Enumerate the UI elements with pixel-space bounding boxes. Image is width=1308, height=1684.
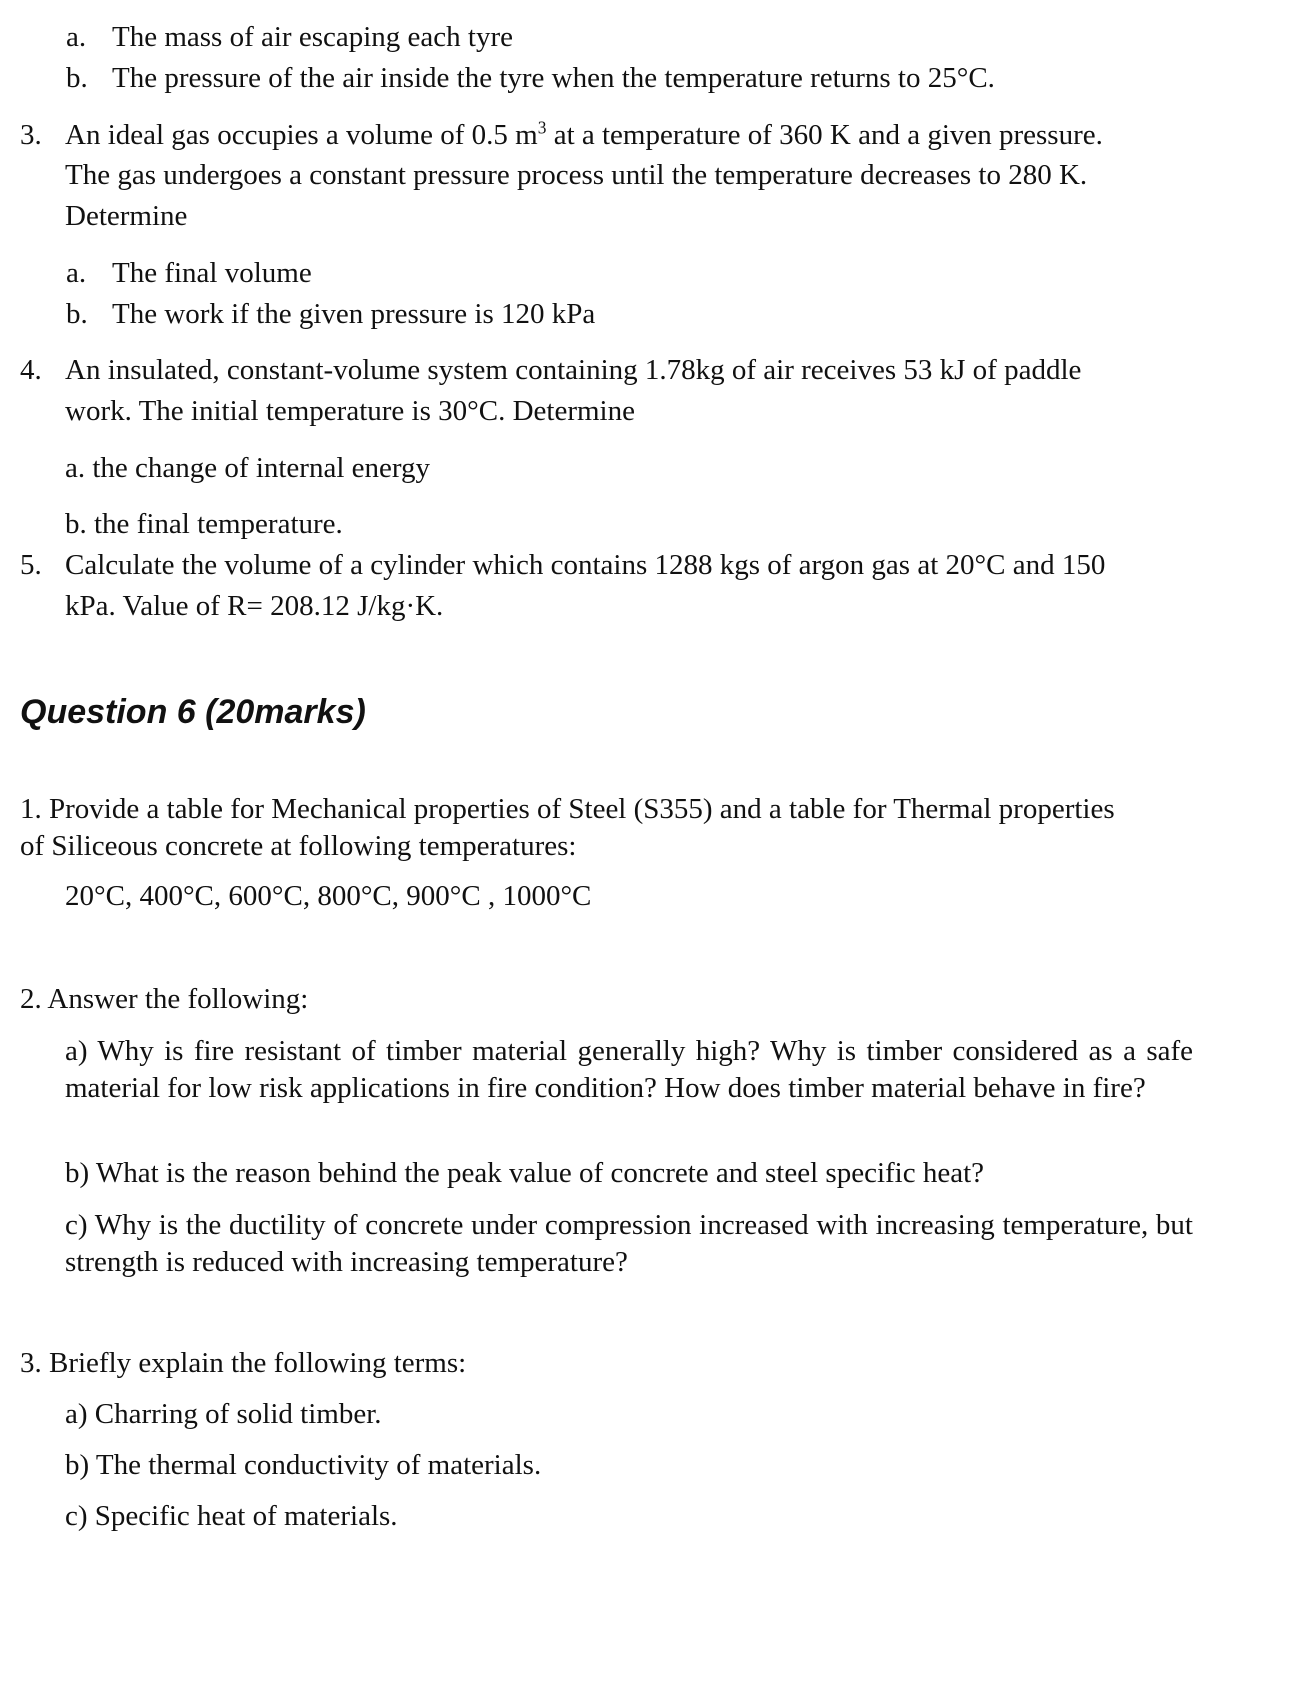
question-5-line-2: kPa. Value of R= 208.12 J/kg·K. [65,590,444,622]
q6-part-3-item-c: c) Specific heat of materials. [65,1500,398,1532]
q6-part-2-item-a: a) Why is fire resistant of timber material generally high? Why is timber considered as a safe material for low risk applications in fire condition? How does timber material behave in fire? [65,1035,1193,1104]
q6-part-2-item-b: b) What is the reason behind the peak value of concrete and steel specific heat? [65,1157,985,1189]
question-4-sub-item-a: a. the change of internal energy [65,452,431,484]
question-5-number: 5. [20,549,42,581]
prev-sub-item-b [66,61,995,95]
question-3-sub-a-label: a. [66,257,87,289]
question-3-line-2: The gas undergoes a constant pressure process until the temperature decreases to 280 K. [65,159,1088,191]
prev-sub-a-text: The mass of air escaping each tyre [112,21,513,53]
question-3-sub-b-label: b. [66,298,88,330]
q6-part-2-intro: 2. Answer the following: [20,983,309,1015]
volume-unit-superscript: 3 [537,117,547,138]
question-3-number: 3. [20,119,42,151]
question-3-text-1a: An ideal gas occupies a volume of 0.5 m [65,119,538,151]
question-3-line-1 [20,118,1103,152]
prev-sub-b-text: The pressure of the air inside the tyre when the temperature returns to 25°C. [112,62,995,94]
question-3-sub-item-a [66,256,312,290]
question-4-text-1: An insulated, constant-volume system containing 1.78kg of air receives 53 kJ of paddle [65,354,1082,386]
prev-sub-b-label: b. [66,62,88,94]
q6-part-3-item-a: a) Charring of solid timber. [65,1398,382,1430]
q6-temperatures: 20°C, 400°C, 600°C, 800°C, 900°C , 1000°C [65,880,592,912]
q6-part-1-line-1: 1. Provide a table for Mechanical properties of Steel (S355) and a table for Thermal properties [20,793,1115,825]
question-3-sub-a-text: The final volume [112,257,312,289]
question-3-line-3: Determine [65,200,188,232]
question-5-line-1 [20,548,1105,582]
question-4-line-2: work. The initial temperature is 30°C. Determine [65,395,635,427]
question-4-number: 4. [20,354,42,386]
q6-part-1-line-2: of Siliceous concrete at following temperatures: [20,830,577,862]
prev-sub-a-label: a. [66,21,87,53]
question-3-text-1b: at a temperature of 360 K and a given pressure. [546,119,1103,151]
question-6-heading: Question 6 (20marks) [20,693,366,731]
prev-sub-item-a [66,20,513,54]
question-4-line-1 [20,353,1081,387]
q6-part-3-item-b: b) The thermal conductivity of materials. [65,1449,542,1481]
question-3-sub-b-text: The work if the given pressure is 120 kPa [112,298,596,330]
q6-part-3-intro: 3. Briefly explain the following terms: [20,1347,467,1379]
q6-part-2-item-c: c) Why is the ductility of concrete under compression increased with increasing temperature, but strength is reduced with increasing temperature? [65,1209,1193,1278]
question-4-sub-item-b: b. the final temperature. [65,508,343,540]
question-3-sub-item-b [66,297,595,331]
question-5-text-1: Calculate the volume of a cylinder which contains 1288 kgs of argon gas at 20°C and 150 [65,549,1106,581]
